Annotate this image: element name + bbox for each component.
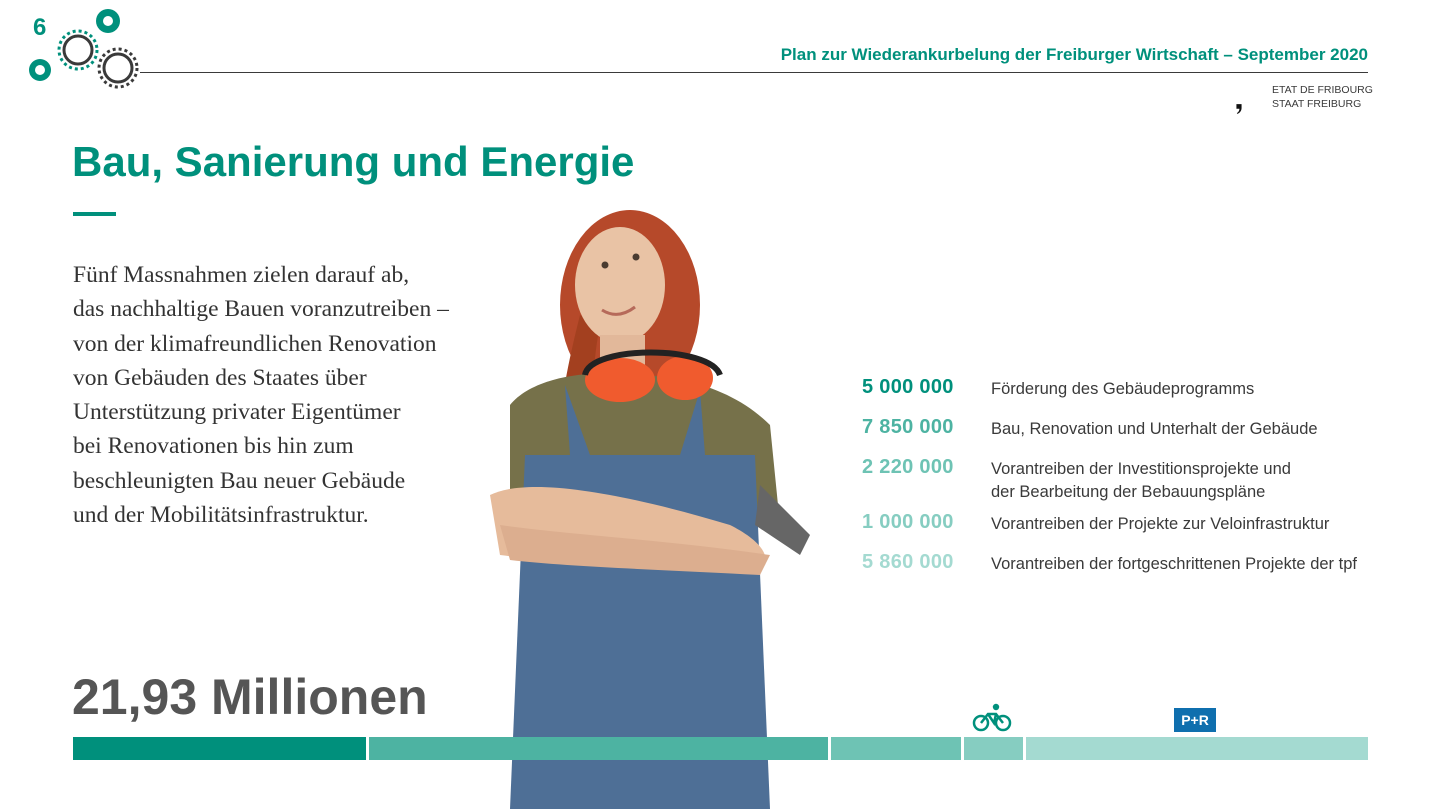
measure-amount: 5 000 000 — [862, 376, 954, 398]
header-title: Plan zur Wiederankurbelung der Freiburger Wirtschaft – September 2020 — [780, 45, 1368, 64]
intro-line: von Gebäuden des Staates über — [73, 364, 367, 391]
bicycle-icon — [972, 702, 1012, 732]
logo-line-2: STAAT FREIBURG — [1272, 98, 1362, 110]
intro-line: das nachhaltige Bauen voranzutreiben – — [73, 296, 449, 323]
budget-bar-segment — [831, 737, 961, 760]
budget-bar-segment — [369, 737, 828, 760]
measure-description: Vorantreiben der fortgeschrittenen Projekte der tpf — [991, 555, 1357, 573]
intro-line: von der klimafreundlichen Renovation — [73, 330, 437, 357]
title-rule — [73, 212, 116, 216]
intro-line: beschleunigten Bau neuer Gebäude — [73, 467, 406, 494]
measure-description: Förderung des Gebäudeprogramms — [991, 380, 1255, 398]
intro-line: und der Mobilitätsinfrastruktur. — [73, 502, 369, 529]
gears-icon — [22, 6, 142, 92]
measure-description: Vorantreiben der Projekte zur Veloinfrastruktur — [991, 515, 1330, 533]
measure-amount: 1 000 000 — [862, 511, 954, 533]
intro-line: bei Renovationen bis hin zum — [73, 433, 354, 460]
measure-amount: 7 850 000 — [862, 416, 954, 438]
park-and-ride-icon: P+R — [1174, 708, 1216, 732]
intro-line: Fünf Massnahmen zielen darauf ab, — [73, 262, 410, 288]
measure-amount: 5 860 000 — [862, 551, 954, 573]
worker-photo — [470, 195, 830, 809]
budget-bar-segment — [73, 737, 366, 760]
logo-line-1: ETAT DE FRIBOURG — [1272, 84, 1373, 96]
page-title: Bau, Sanierung und Energie — [72, 138, 635, 185]
measure-description-line: Vorantreiben der Investitionsprojekte und — [991, 460, 1291, 478]
measure-description-line: der Bearbeitung der Bebauungspläne — [991, 483, 1266, 501]
page-number: 6 — [33, 14, 47, 41]
total-amount: 21,93 Millionen — [72, 669, 428, 725]
measure-description: Bau, Renovation und Unterhalt der Gebäude — [991, 420, 1318, 438]
measure-amount: 2 220 000 — [862, 456, 954, 478]
canton-logo-text — [1272, 83, 1373, 111]
measure-description — [991, 458, 1291, 504]
budget-bar-segment — [964, 737, 1023, 760]
budget-bar-segment — [1026, 737, 1368, 760]
canton-logo-icon — [1236, 84, 1266, 134]
header-divider — [140, 72, 1368, 73]
intro-text — [73, 258, 503, 532]
intro-line: Unterstützung privater Eigentümer — [73, 399, 401, 426]
